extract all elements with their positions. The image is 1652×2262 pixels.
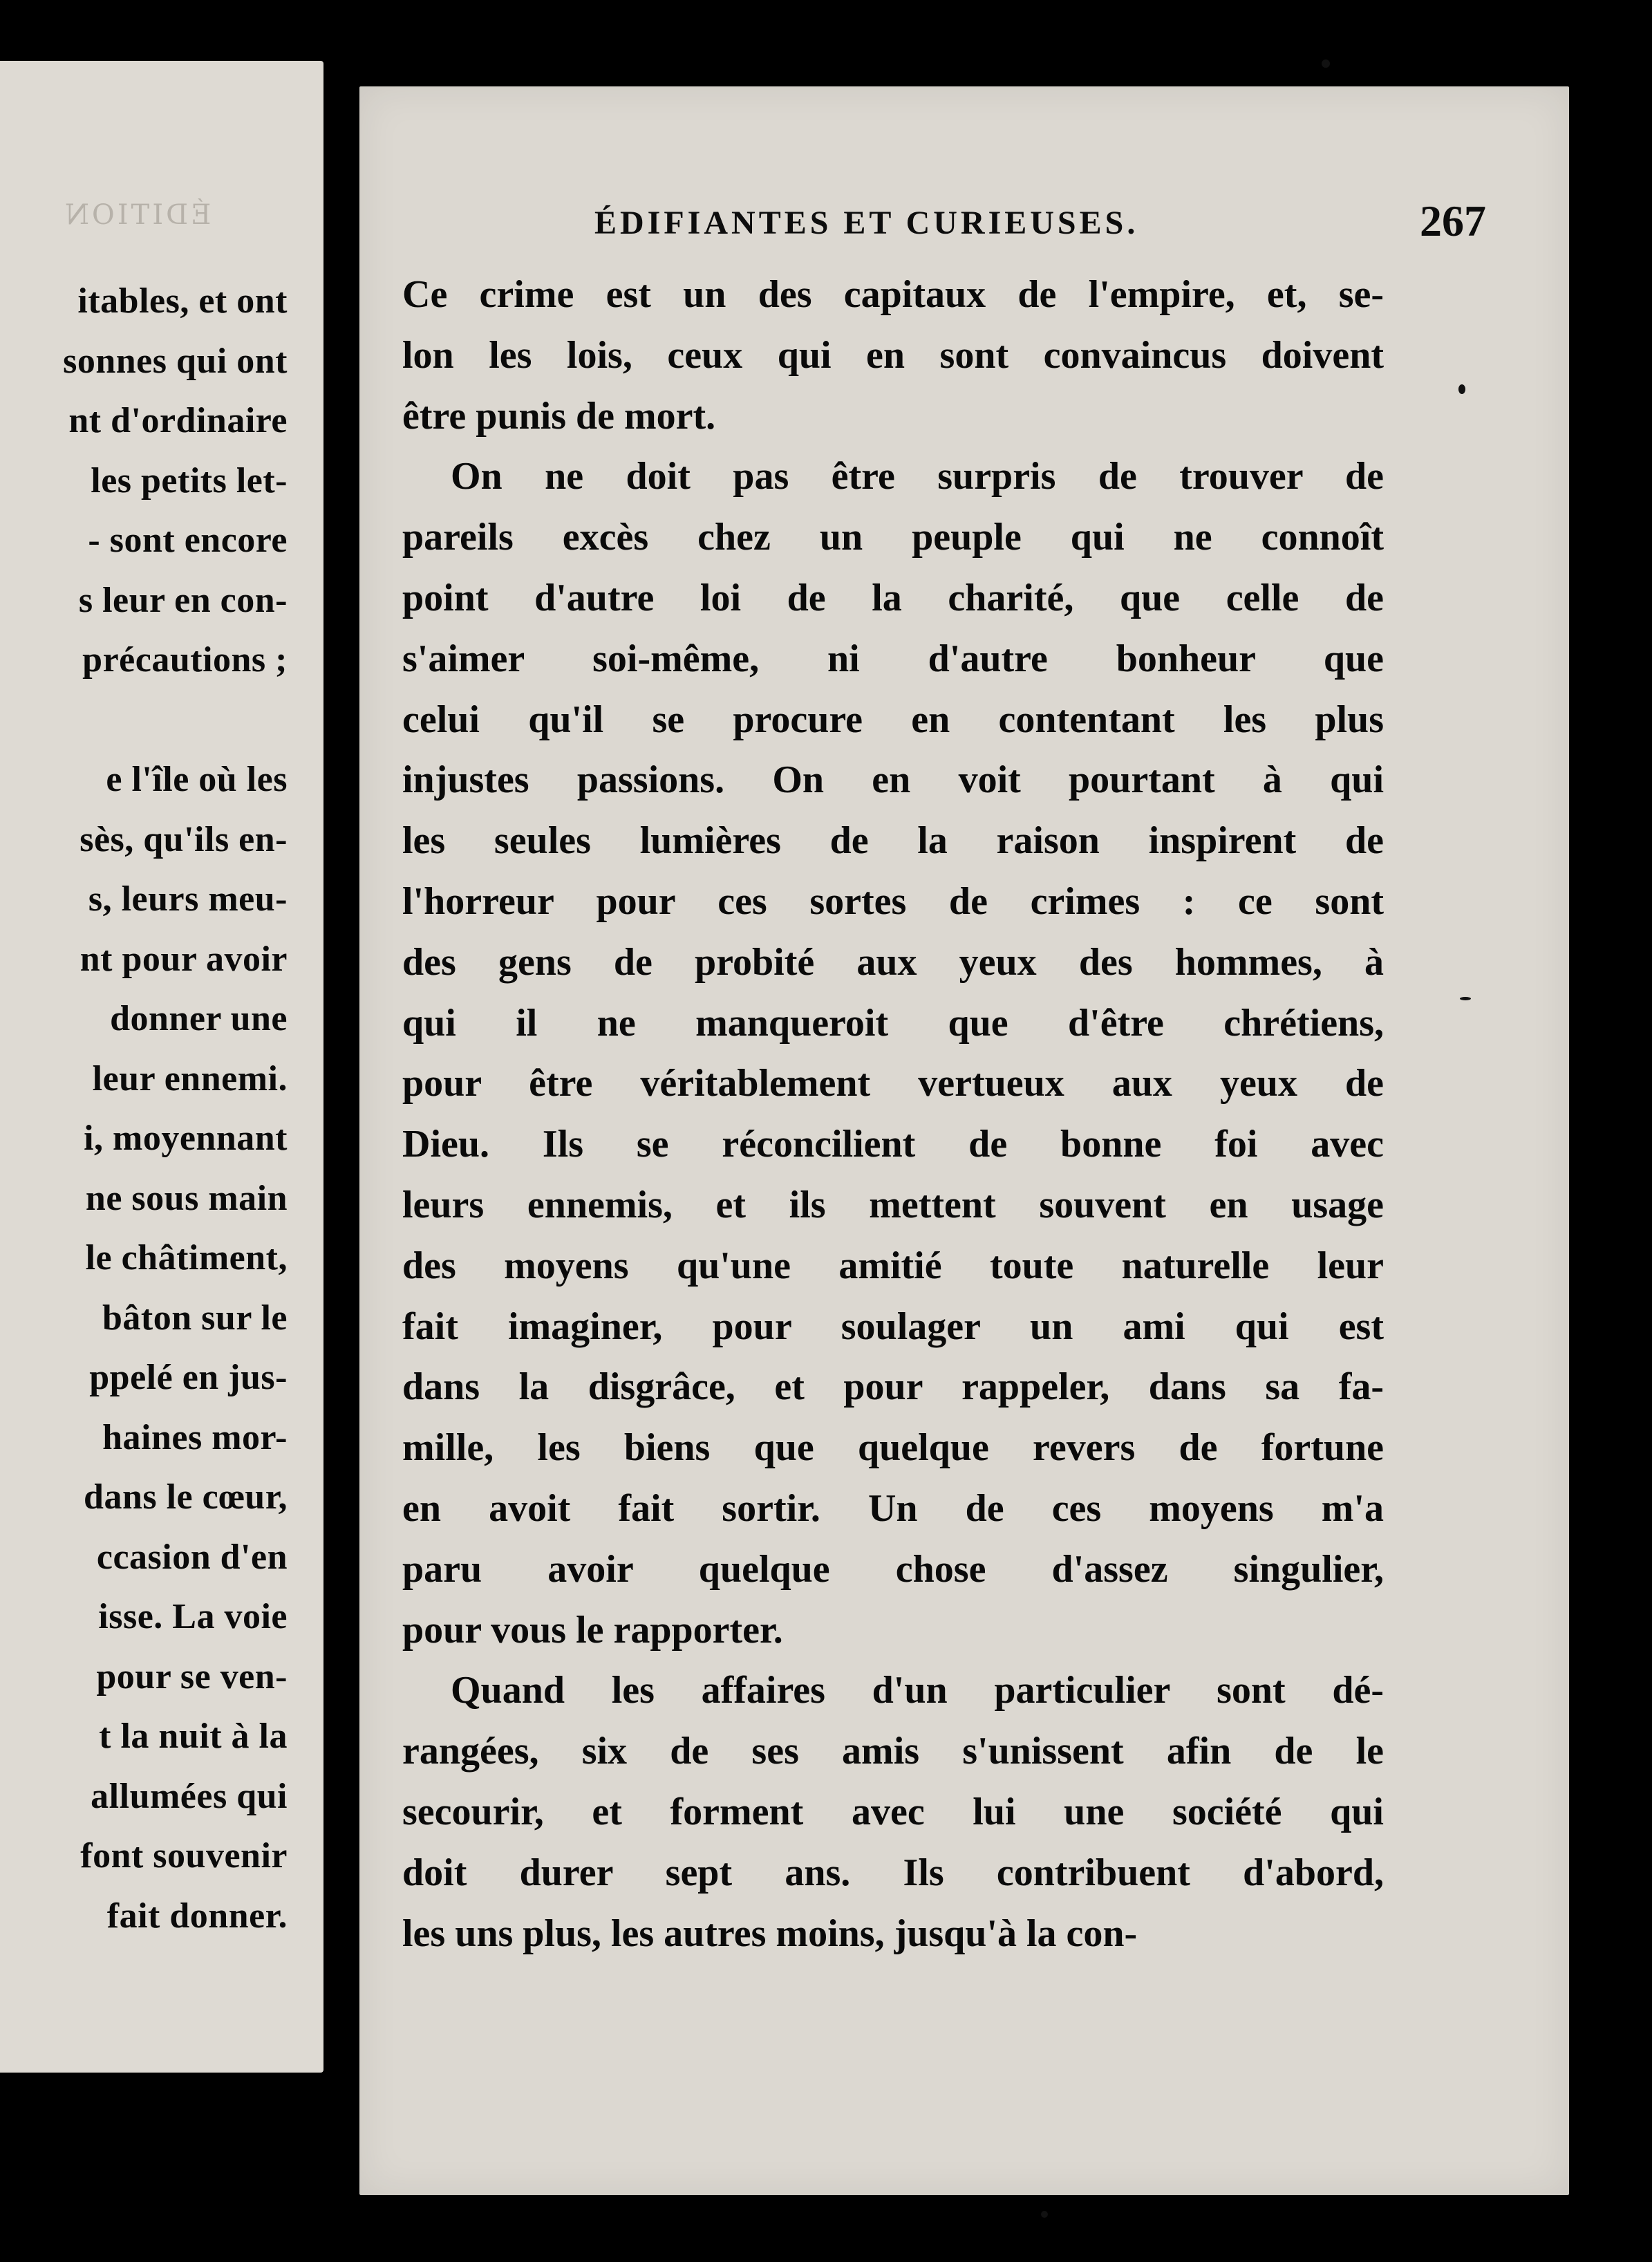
body-line: lon les lois, ceux qui en sont convaincus doivent xyxy=(402,333,1384,377)
left-page-line xyxy=(63,691,288,751)
left-page-line: le châtiment, xyxy=(85,1238,288,1278)
left-page-text xyxy=(63,272,288,1946)
body-line: s'aimer soi-même, ni d'autre bonheur que xyxy=(402,637,1384,680)
running-head xyxy=(594,196,1486,252)
body-line: doit durer sept ans. Ils contribuent d'abord, xyxy=(402,1851,1384,1894)
left-page-line: isse. La voie xyxy=(98,1597,288,1636)
left-page-line: leur ennemi. xyxy=(92,1058,288,1099)
body-line: les seules lumières de la raison inspirent de xyxy=(402,819,1384,863)
left-page-line: ppelé en jus- xyxy=(89,1358,288,1397)
left-page-line: ne sous main xyxy=(85,1178,288,1218)
speck xyxy=(1322,59,1330,68)
left-page-line: haines mor- xyxy=(102,1417,288,1457)
left-page xyxy=(0,61,323,2073)
body-line: pareils excès chez un peuple qui ne connoît xyxy=(402,516,1384,559)
body-line: injustes passions. On en voit pourtant à qui xyxy=(402,758,1384,802)
body-line: pour vous le rapporter. xyxy=(402,1608,783,1652)
body-line: les uns plus, les autres moins, jusqu'à la con- xyxy=(402,1912,1138,1955)
left-page-line: t la nuit à la xyxy=(99,1717,288,1756)
left-page-line: sès, qu'ils en- xyxy=(79,819,288,859)
left-page-line: itables, et ont xyxy=(77,281,288,321)
body-line: Dieu. Ils se réconcilient de bonne foi avec xyxy=(402,1123,1384,1166)
running-title: ÉDIFIANTES ET CURIEUSES. xyxy=(594,205,1139,241)
body-line: en avoit fait sortir. Un de ces moyens m'a xyxy=(402,1486,1384,1530)
body-line: On ne doit pas être surpris de trouver de xyxy=(451,455,1384,498)
body-line: rangées, six de ses amis s'unissent afin de le xyxy=(402,1730,1384,1773)
body-line: point d'autre loi de la charité, que celle de xyxy=(402,576,1384,619)
body-line: Quand les affaires d'un particulier sont dé- xyxy=(451,1669,1384,1712)
left-page-line: font souvenir xyxy=(80,1836,288,1876)
body-line: fait imaginer, pour soulager un ami qui est xyxy=(402,1305,1384,1348)
body-line: être punis de mort. xyxy=(402,394,716,438)
left-page-line: s leur en con- xyxy=(78,580,288,620)
left-page-line: précautions ; xyxy=(82,640,288,680)
body-line: Ce crime est un des capitaux de l'empire, et, se- xyxy=(402,273,1384,316)
body-line: mille, les biens que quelque revers de fortune xyxy=(402,1426,1384,1470)
left-page-line: ccasion d'en xyxy=(96,1537,288,1577)
left-page-line: pour se ven- xyxy=(96,1656,288,1696)
left-page-bleed-header: ÉDITION xyxy=(62,199,212,231)
body-line: dans la disgrâce, et pour rappeler, dans sa fa- xyxy=(402,1365,1384,1409)
body-text xyxy=(402,265,1384,1964)
body-line: pour être véritablement vertueux aux yeux de xyxy=(402,1062,1384,1105)
body-line: leurs ennemis, et ils mettent souvent en usage xyxy=(402,1183,1384,1226)
left-page-line: dans le cœur, xyxy=(84,1477,288,1517)
left-page-line: nt pour avoir xyxy=(79,939,288,979)
left-page-line: - sont encore xyxy=(88,521,288,560)
left-page-line: nt d'ordinaire xyxy=(68,401,288,440)
page-number: 267 xyxy=(1420,196,1486,245)
body-line: paru avoir quelque chose d'assez singulier, xyxy=(402,1547,1384,1591)
body-line: qui il ne manqueroit que d'être chrétiens, xyxy=(402,1001,1384,1045)
speck xyxy=(1460,997,1471,1000)
left-page-line: les petits let- xyxy=(91,460,288,501)
speck xyxy=(1041,2211,1048,2218)
left-page-line: i, moyennant xyxy=(84,1119,288,1158)
left-page-line: s, leurs meu- xyxy=(88,879,288,919)
left-page-line: fait donner. xyxy=(106,1896,288,1936)
left-page-line: e l'île où les xyxy=(106,760,288,799)
body-line: des moyens qu'une amitié toute naturelle leur xyxy=(402,1244,1384,1287)
body-line: secourir, et forment avec lui une société qui xyxy=(402,1790,1384,1833)
left-page-line: sonnes qui ont xyxy=(63,341,288,381)
right-page xyxy=(359,86,1569,2195)
left-page-line: donner une xyxy=(110,999,288,1038)
speck xyxy=(1458,384,1465,394)
body-line: l'horreur pour ces sortes de crimes : ce sont xyxy=(402,879,1384,923)
body-line: celui qu'il se procure en contentant les plus xyxy=(402,698,1384,741)
left-page-line: allumées qui xyxy=(91,1776,288,1816)
body-line: des gens de probité aux yeux des hommes, à xyxy=(402,940,1384,984)
left-page-line: bâton sur le xyxy=(102,1298,288,1338)
